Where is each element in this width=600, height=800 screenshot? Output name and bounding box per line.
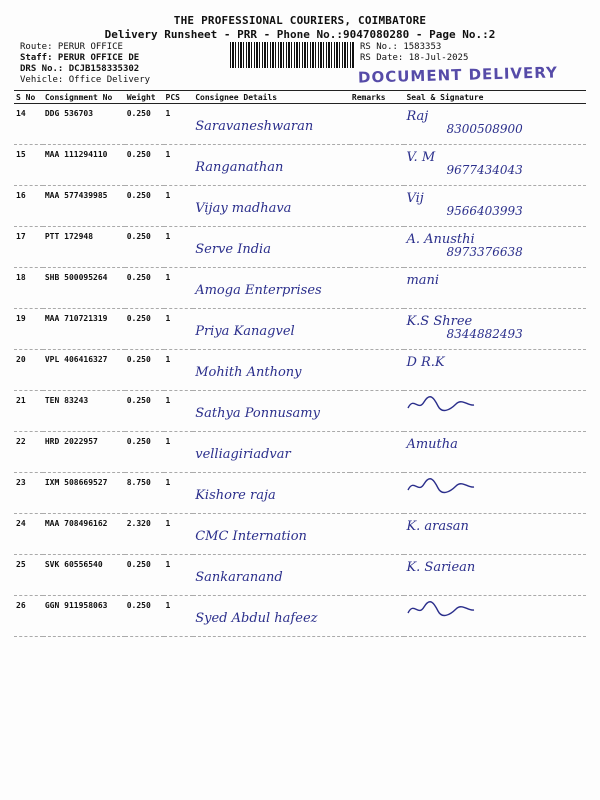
cell-consignee bbox=[193, 104, 350, 145]
cell-sno: 24 bbox=[14, 514, 43, 555]
cell-sno: 15 bbox=[14, 145, 43, 186]
runsheet-subtitle: Delivery Runsheet - PRR - Phone No.:9047080280 - Page No.:2 bbox=[104, 28, 496, 41]
col-weight: Weight bbox=[125, 91, 164, 104]
signature-text: A. Anusthi bbox=[406, 232, 475, 247]
route-info: Route: PERUR OFFICE bbox=[20, 42, 123, 52]
cell-sno: 17 bbox=[14, 227, 43, 268]
cell-consignee bbox=[193, 227, 350, 268]
signer-phone: 8344882493 bbox=[446, 327, 523, 341]
consignee-name: Amoga Enterprises bbox=[195, 283, 322, 298]
cell-signature bbox=[404, 391, 586, 432]
col-consignee: Consignee Details bbox=[193, 91, 350, 104]
cell-remarks bbox=[350, 432, 405, 473]
cell-sno: 22 bbox=[14, 432, 43, 473]
cell-sno: 19 bbox=[14, 309, 43, 350]
cell-pcs: 1 bbox=[164, 432, 194, 473]
cell-remarks bbox=[350, 186, 405, 227]
cell-consignment: IXM 508669527 bbox=[43, 473, 125, 514]
cell-signature bbox=[404, 227, 586, 268]
table-row bbox=[14, 309, 586, 350]
cell-consignment: HRD 2022957 bbox=[43, 432, 125, 473]
cell-pcs: 1 bbox=[164, 555, 194, 596]
col-remarks: Remarks bbox=[350, 91, 405, 104]
cell-consignee bbox=[193, 473, 350, 514]
cell-signature bbox=[404, 596, 586, 637]
consignee-name: Serve India bbox=[195, 242, 271, 257]
cell-remarks bbox=[350, 145, 405, 186]
drs-number: DRS No.: DCJB158335302 bbox=[20, 64, 140, 74]
signature-text: K. arasan bbox=[406, 519, 469, 534]
signer-phone: 8300508900 bbox=[446, 122, 523, 136]
signer-phone: 9677434043 bbox=[446, 163, 523, 177]
cell-pcs: 1 bbox=[164, 227, 194, 268]
consignee-name: Vijay madhava bbox=[195, 201, 292, 216]
cell-consignee bbox=[193, 514, 350, 555]
rs-date: RS Date: 18-Jul-2025 bbox=[360, 53, 469, 63]
cell-sno: 26 bbox=[14, 596, 43, 637]
cell-consignee bbox=[193, 596, 350, 637]
staff-info: Staff: PERUR OFFICE DE bbox=[20, 53, 140, 63]
cell-consignee bbox=[193, 309, 350, 350]
cell-consignee bbox=[193, 432, 350, 473]
cell-weight: 0.250 bbox=[125, 432, 164, 473]
cell-weight: 0.250 bbox=[125, 186, 164, 227]
consignee-name: Mohith Anthony bbox=[195, 365, 302, 380]
vehicle-info: Vehicle: Office Delivery bbox=[20, 75, 151, 85]
cell-signature bbox=[404, 309, 586, 350]
cell-signature bbox=[404, 268, 586, 309]
cell-signature bbox=[404, 514, 586, 555]
cell-consignment: MAA 708496162 bbox=[43, 514, 125, 555]
col-signature: Seal & Signature bbox=[404, 91, 586, 104]
signature-text: K. Sariean bbox=[406, 560, 476, 575]
document-delivery-stamp: DOCUMENT DELIVERY bbox=[357, 63, 559, 87]
cell-weight: 0.250 bbox=[125, 104, 164, 145]
cell-pcs: 1 bbox=[164, 596, 194, 637]
consignee-name: CMC Internation bbox=[195, 529, 307, 544]
signer-phone: 8973376638 bbox=[446, 245, 523, 259]
cell-pcs: 1 bbox=[164, 391, 194, 432]
cell-consignment: MAA 577439985 bbox=[43, 186, 125, 227]
cell-signature bbox=[404, 555, 586, 596]
cell-sno: 18 bbox=[14, 268, 43, 309]
cell-pcs: 1 bbox=[164, 309, 194, 350]
signature-text: Raj bbox=[406, 109, 429, 124]
cell-remarks bbox=[350, 596, 405, 637]
col-sno: S No bbox=[14, 91, 43, 104]
runsheet-table bbox=[14, 90, 586, 637]
company-title: THE PROFESSIONAL COURIERS, COIMBATORE bbox=[173, 14, 427, 27]
cell-weight: 0.250 bbox=[125, 268, 164, 309]
table-header-row bbox=[14, 91, 586, 104]
cell-remarks bbox=[350, 514, 405, 555]
cell-sno: 21 bbox=[14, 391, 43, 432]
cell-consignment: MAA 111294110 bbox=[43, 145, 125, 186]
cell-pcs: 1 bbox=[164, 514, 194, 555]
signature-text: mani bbox=[406, 273, 440, 288]
cell-consignment: VPL 406416327 bbox=[43, 350, 125, 391]
cell-remarks bbox=[350, 555, 405, 596]
table-row bbox=[14, 350, 586, 391]
col-consignment: Consignment No bbox=[43, 91, 125, 104]
cell-weight: 0.250 bbox=[125, 227, 164, 268]
signature-text: Vij bbox=[406, 191, 424, 206]
table-row bbox=[14, 186, 586, 227]
cell-weight: 0.250 bbox=[125, 391, 164, 432]
table-row bbox=[14, 145, 586, 186]
cell-remarks bbox=[350, 309, 405, 350]
cell-weight: 0.250 bbox=[125, 555, 164, 596]
signature-text: K.S Shree bbox=[406, 314, 473, 329]
cell-pcs: 1 bbox=[164, 268, 194, 309]
cell-consignment: GGN 911958063 bbox=[43, 596, 125, 637]
table-row bbox=[14, 555, 586, 596]
consignee-name: velliagiriadvar bbox=[195, 447, 291, 462]
cell-pcs: 1 bbox=[164, 145, 194, 186]
signature-scribble bbox=[406, 396, 584, 412]
signature-scribble bbox=[406, 601, 584, 617]
table-row bbox=[14, 227, 586, 268]
cell-consignment: SHB 500095264 bbox=[43, 268, 125, 309]
cell-pcs: 1 bbox=[164, 104, 194, 145]
cell-sno: 16 bbox=[14, 186, 43, 227]
cell-weight: 2.320 bbox=[125, 514, 164, 555]
cell-signature bbox=[404, 473, 586, 514]
col-pcs: PCS bbox=[164, 91, 194, 104]
cell-signature bbox=[404, 186, 586, 227]
consignee-name: Kishore raja bbox=[195, 488, 276, 503]
table-row bbox=[14, 268, 586, 309]
cell-pcs: 1 bbox=[164, 186, 194, 227]
cell-weight: 0.250 bbox=[125, 350, 164, 391]
signer-phone: 9566403993 bbox=[446, 204, 523, 218]
cell-signature bbox=[404, 104, 586, 145]
consignee-name: Sathya Ponnusamy bbox=[195, 406, 320, 421]
cell-consignee bbox=[193, 186, 350, 227]
cell-sno: 25 bbox=[14, 555, 43, 596]
consignee-name: Saravaneshwaran bbox=[195, 119, 314, 134]
signature-text: V. M bbox=[406, 150, 436, 165]
signature-scribble bbox=[406, 478, 584, 494]
cell-remarks bbox=[350, 473, 405, 514]
cell-signature bbox=[404, 145, 586, 186]
cell-remarks bbox=[350, 104, 405, 145]
cell-signature bbox=[404, 432, 586, 473]
cell-remarks bbox=[350, 268, 405, 309]
cell-weight: 0.250 bbox=[125, 145, 164, 186]
consignee-name: Priya Kanagvel bbox=[195, 324, 295, 339]
cell-weight: 8.750 bbox=[125, 473, 164, 514]
cell-consignment: PTT 172948 bbox=[43, 227, 125, 268]
cell-signature bbox=[404, 350, 586, 391]
cell-sno: 23 bbox=[14, 473, 43, 514]
consignee-name: Ranganathan bbox=[195, 160, 284, 175]
cell-remarks bbox=[350, 391, 405, 432]
cell-consignee bbox=[193, 145, 350, 186]
cell-consignee bbox=[193, 391, 350, 432]
rs-number: RS No.: 1583353 bbox=[360, 42, 442, 52]
cell-sno: 20 bbox=[14, 350, 43, 391]
cell-consignment: MAA 710721319 bbox=[43, 309, 125, 350]
table-row bbox=[14, 432, 586, 473]
cell-pcs: 1 bbox=[164, 350, 194, 391]
cell-consignment: DDG 536703 bbox=[43, 104, 125, 145]
cell-remarks bbox=[350, 350, 405, 391]
cell-pcs: 1 bbox=[164, 473, 194, 514]
table-row bbox=[14, 104, 586, 145]
cell-consignee bbox=[193, 555, 350, 596]
cell-consignee bbox=[193, 268, 350, 309]
table-row bbox=[14, 473, 586, 514]
table-row bbox=[14, 514, 586, 555]
cell-remarks bbox=[350, 227, 405, 268]
cell-weight: 0.250 bbox=[125, 596, 164, 637]
cell-consignment: SVK 60556540 bbox=[43, 555, 125, 596]
cell-sno: 14 bbox=[14, 104, 43, 145]
cell-weight: 0.250 bbox=[125, 309, 164, 350]
cell-consignment: TEN 83243 bbox=[43, 391, 125, 432]
cell-consignee bbox=[193, 350, 350, 391]
table-row bbox=[14, 596, 586, 637]
barcode-image bbox=[230, 42, 355, 68]
signature-text: Amutha bbox=[406, 437, 458, 452]
consignee-name: Sankaranand bbox=[195, 570, 283, 585]
signature-text: D R.K bbox=[406, 355, 445, 370]
consignee-name: Syed Abdul hafeez bbox=[195, 611, 318, 626]
table-row bbox=[14, 391, 586, 432]
